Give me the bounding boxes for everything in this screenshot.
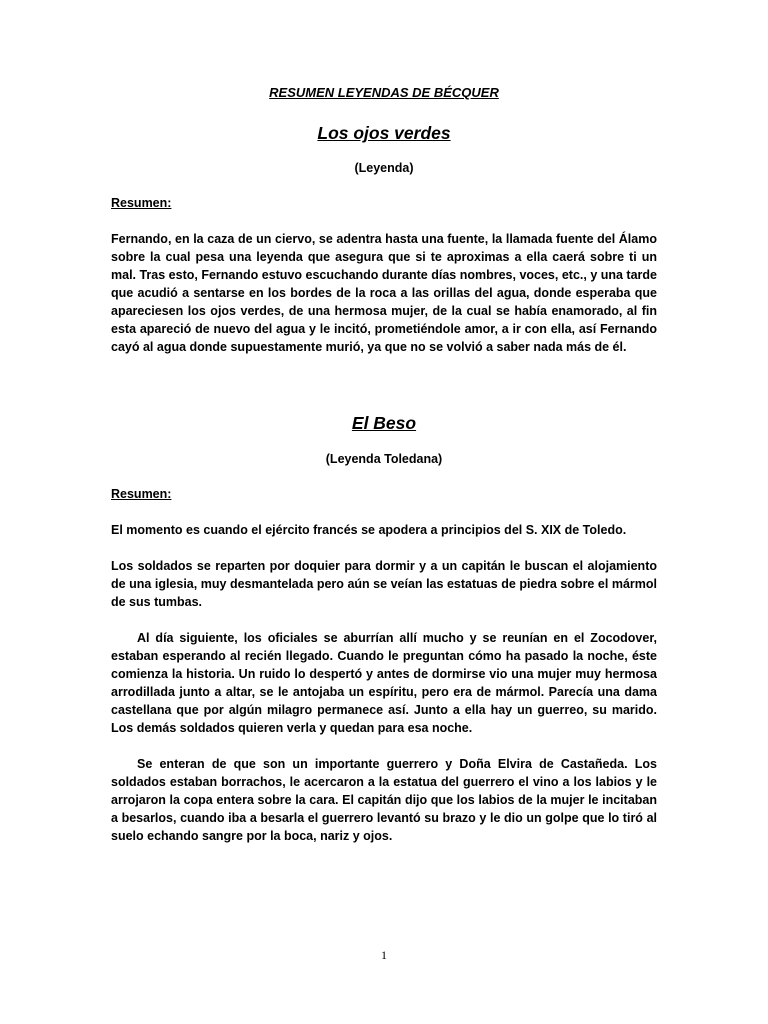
page-number: 1 [381, 948, 387, 962]
story-title-los-ojos-verdes: Los ojos verdes [317, 123, 451, 143]
document-page [111, 84, 657, 845]
story-title-el-beso: El Beso [351, 413, 417, 433]
summary-paragraph: Se enteran de que son un importante guerrero y Doña Elvira de Castañeda. Los soldados estaban borrachos, le acercaron a la estatua del guerrero el vino a los labios y le arrojaron la copa entera sobre la cara. El capitán dijo que los labios de la mujer le incitaban a besarlos, cuando iba a besarla el guerrero levantó su brazo y le dio un golpe que lo tiró al suelo echando sangre por la boca, nariz y ojos. [111, 757, 657, 843]
summary-paragraph: Al día siguiente, los oficiales se aburrían allí mucho y se reunían en el Zocodover, estaban esperando al recién llegado. Cuando le preguntan cómo ha pasado la noche, éste comienza la historia. Un ruido lo despertó y antes de dormirse vio una mujer muy hermosa arrodillada junto a altar, se le antojaba un espíritu, pero era de mármol. Parecía una dama castellana que por algún milagro permanece así. Junto a ella hay un guerreo, su marido. Los demás soldados quieren verla y quedan para esa noche. [111, 631, 657, 735]
summary-paragraph: Fernando, en la caza de un ciervo, se adentra hasta una fuente, la llamada fuente del Álamo sobre la cual pesa una leyenda que asegura que si te aproximas a ella caerá sobre ti un mal. Tras esto, Fernando estuvo escuchando durante días nombres, voces, etc., y una tarde que acudió a sentarse en los bordes de la roca a las orillas del agua, donde esperaba que apareciesen los ojos verdes, de una hermosa mujer, de la cual se había enamorado, al fin esta apareció de nuevo del agua y le incitó, prometiéndole amor, a ir con ella, así Fernando cayó al agua donde supuestamente murió, ya que no se volvió a saber nada más de él. [111, 232, 658, 354]
document-title: RESUMEN LEYENDAS DE BÉCQUER [269, 85, 499, 100]
summary-label: Resumen: [111, 487, 172, 501]
summary-label: Resumen: [111, 196, 172, 210]
summary-paragraph: Los soldados se reparten por doquier para dormir y a un capitán le buscan el alojamiento de una iglesia, muy desmantelada pero aún se veían las estatuas de piedra sobre el mármol de sus tumbas. [111, 559, 657, 609]
story-subtitle-leyenda-toledana: (Leyenda Toledana) [325, 452, 443, 466]
summary-paragraph: El momento es cuando el ejército francés se apodera a principios del S. XIX de Toledo. [111, 523, 627, 537]
story-subtitle-leyenda: (Leyenda) [354, 161, 414, 175]
